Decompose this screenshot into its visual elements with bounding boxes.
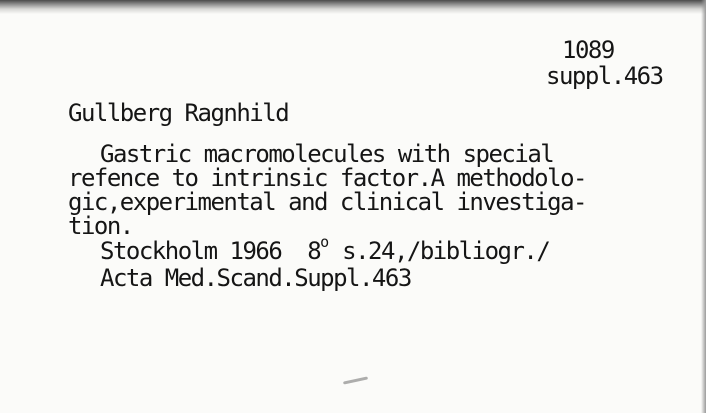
card-right-edge [701, 0, 706, 413]
title-line-1: Gastric macromolecules with special [100, 140, 554, 168]
place-year: Stockholm 1966 [100, 237, 282, 265]
title-line-2: refence to intrinsic factor.A methodolo- [68, 164, 586, 192]
format-number: 8 [307, 237, 321, 265]
stray-ink-mark [343, 376, 368, 384]
supplement-ref: suppl.463 [546, 62, 663, 90]
title-line-4: tion. [68, 212, 133, 240]
card-top-edge [0, 0, 706, 14]
author-name: Gullberg Ragnhild [68, 99, 289, 127]
title-line-3: gic,experimental and clinical investiga- [68, 188, 586, 216]
call-number: 1089 [562, 36, 614, 64]
series-line: Acta Med.Scand.Suppl.463 [100, 264, 411, 292]
format-degree-mark: o [320, 233, 330, 251]
imprint-line [100, 233, 550, 267]
pages: s.24,/bibliogr./ [342, 237, 550, 265]
